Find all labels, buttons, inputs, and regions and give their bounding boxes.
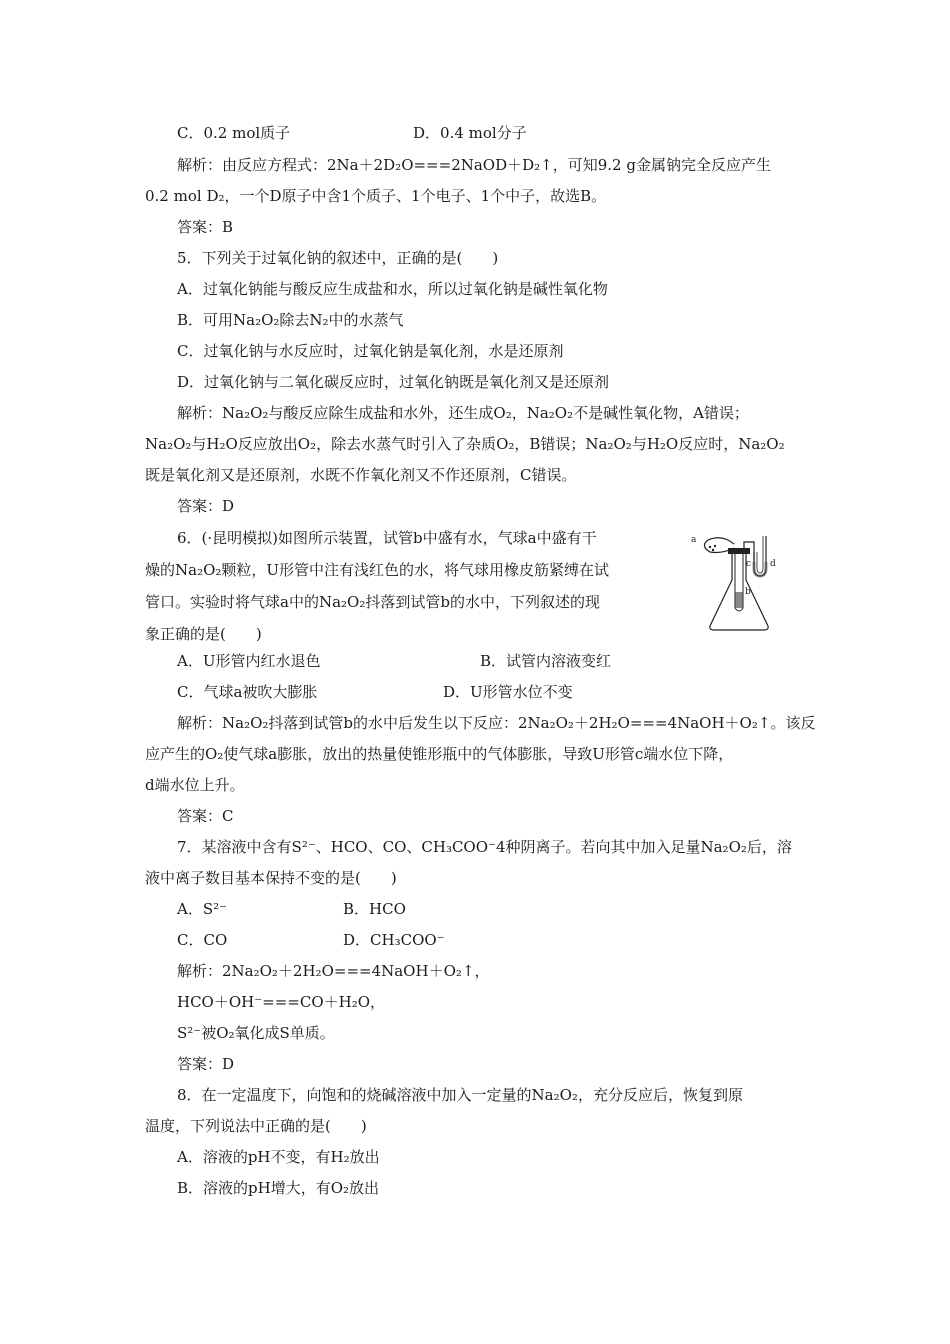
text-line: 答案：C: [177, 807, 234, 825]
text-line: D．U形管水位不变: [443, 683, 573, 701]
text-line: 5．下列关于过氧化钠的叙述中，正确的是( ): [177, 249, 499, 267]
text-line: C．过氧化钠与水反应时，过氧化钠是氧化剂，水是还原剂: [177, 342, 564, 360]
label-b: b: [745, 587, 751, 597]
flask-outline: [710, 552, 768, 630]
balloon-a: [704, 538, 734, 553]
text-line: 解析：由反应方程式：2Na＋2D₂O===2NaOD＋D₂↑，可知9.2 g金属钠完全反应产生: [177, 156, 771, 174]
text-line: A．过氧化钠能与酸反应生成盐和水，所以过氧化钠是碱性氧化物: [177, 280, 608, 298]
text-line: 答案：D: [177, 1055, 235, 1073]
text-line: C．CO: [177, 931, 228, 949]
text-line: 液中离子数目基本保持不变的是( ): [145, 869, 397, 887]
text-line: 燥的Na₂O₂颗粒，U形管中注有浅红色的水，将气球用橡皮筋紧缚在试: [145, 561, 610, 579]
text-line: 0.2 mol D₂，一个D原子中含1个质子、1个电子、1个中子，故选B。: [145, 187, 607, 205]
text-line: B．HCO: [343, 900, 406, 918]
text-line: 答案：B: [177, 218, 234, 236]
label-a: a: [691, 535, 697, 545]
text-line: 6．(·昆明模拟)如图所示装置，试管b中盛有水，气球a中盛有干: [177, 529, 597, 547]
label-c: c: [746, 559, 752, 569]
text-line: 解析：2Na₂O₂＋2H₂O===4NaOH＋O₂↑，: [177, 962, 490, 980]
text-line: Na₂O₂与H₂O反应放出O₂，除去水蒸气时引入了杂质O₂，B错误；Na₂O₂与H₂O反应时，Na₂O₂: [145, 435, 785, 453]
text-line: HCO＋OH⁻===CO＋H₂O，: [177, 993, 386, 1011]
text-line: 象正确的是( ): [145, 625, 262, 643]
text-line: B．试管内溶液变红: [480, 652, 612, 670]
text-line: D．CH₃COO⁻: [343, 931, 445, 949]
text-line: 温度，下列说法中正确的是( ): [145, 1117, 367, 1135]
text-line: D．过氧化钠与二氧化碳反应时，过氧化钠既是氧化剂又是还原剂: [177, 373, 610, 391]
text-line: 解析：Na₂O₂抖落到试管b的水中后发生以下反应：2Na₂O₂＋2H₂O===4NaOH＋O₂↑。该反: [177, 714, 816, 732]
text-line: C．气球a被吹大膨胀: [177, 683, 318, 701]
text-line: 7．某溶液中含有S²⁻、HCO、CO、CH₃COO⁻4种阴离子。若向其中加入足量Na₂O₂后，溶: [177, 838, 792, 856]
text-line: 应产生的O₂使气球a膨胀，放出的热量使锥形瓶中的气体膨胀，导致U形管c端水位下降，: [145, 745, 734, 763]
text-line: A．溶液的pH不变，有H₂放出: [177, 1148, 380, 1166]
text-line: 答案：D: [177, 497, 235, 515]
text-line: A．S²⁻: [177, 900, 228, 918]
text-line: 管口。实验时将气球a中的Na₂O₂抖落到试管b的水中，下列叙述的现: [145, 593, 600, 611]
label-d: d: [770, 559, 776, 569]
text-line: A．U形管内红水退色: [177, 652, 321, 670]
text-line: d端水位上升。: [145, 776, 245, 794]
apparatus-figure: [688, 522, 800, 634]
u-tube: [754, 536, 766, 576]
u-tube-water: [754, 562, 766, 576]
text-line: B．可用Na₂O₂除去N₂中的水蒸气: [177, 311, 404, 329]
text-line: 解析：Na₂O₂与酸反应除生成盐和水外，还生成O₂，Na₂O₂不是碱性氧化物，A错误；: [177, 404, 749, 422]
u-tube-inner: [757, 536, 763, 573]
text-line: B．溶液的pH增大，有O₂放出: [177, 1179, 380, 1197]
text-line: C．0.2 mol质子: [177, 124, 291, 142]
text-line: 8．在一定温度下，向饱和的烧碱溶液中加入一定量的Na₂O₂，充分反应后，恢复到原: [177, 1086, 743, 1104]
text-line: 既是氧化剂又是还原剂，水既不作氧化剂又不作还原剂，C错误。: [145, 466, 577, 484]
water-in-tube: [736, 592, 743, 608]
text-line: D．0.4 mol分子: [413, 124, 527, 142]
text-line: S²⁻被O₂氧化成S单质。: [177, 1024, 335, 1042]
